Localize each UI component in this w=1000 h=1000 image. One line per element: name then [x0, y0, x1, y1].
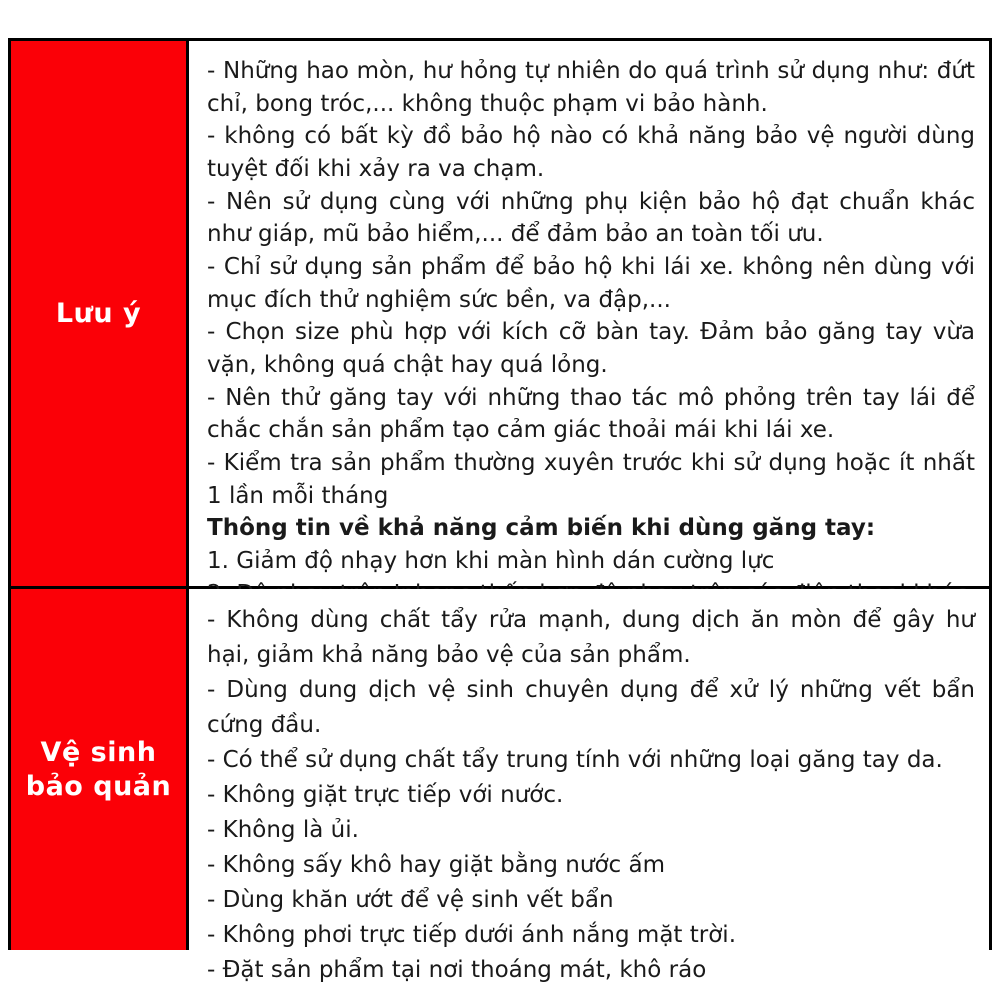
notice-line: - Những hao mòn, hư hỏng tự nhiên do quá trình sử dụng như: đứt chỉ, bong tróc,... không thuộc phạm vi bảo hành.: [207, 58, 975, 117]
notice-line: - không có bất kỳ đồ bảo hộ nào có khả năng bảo vệ người dùng tuyệt đối khi xảy ra va chạm.: [207, 123, 975, 182]
care-line: - Không phơi trực tiếp dưới ánh nắng mặt trời.: [207, 921, 736, 948]
care-line: - Không giặt trực tiếp với nước.: [207, 781, 564, 808]
notice-line: - Nên thử găng tay với những thao tác mô phỏng trên tay lái để chắc chắn sản phẩm tạo cảm giác thoải mái khi lái xe.: [207, 384, 975, 444]
care-line: - Đặt sản phẩm tại nơi thoáng mát, khô ráo: [207, 956, 707, 983]
care-line: - Dùng khăn ướt để vệ sinh vết bẩn: [207, 886, 614, 913]
table-row-notice: [11, 41, 989, 589]
row-content-notice: [189, 41, 989, 586]
notice-line-heading: Thông tin về khả năng cảm biến khi dùng găng tay:: [207, 515, 876, 542]
table-row-care: [11, 589, 989, 983]
notice-line: - Kiểm tra sản phẩm thường xuyên trước khi sử dụng hoặc ít nhất 1 lần mỗi tháng: [207, 449, 975, 509]
care-line: - Không dùng chất tẩy rửa mạnh, dung dịch ăn mòn để gây hư hại, giảm khả năng bảo vệ của sản phẩm.: [207, 607, 975, 668]
row-content-care: [189, 589, 989, 983]
row-label-care-text: Vệ sinh bảo quản: [25, 736, 172, 802]
care-line: - Có thể sử dụng chất tẩy trung tính với những loại găng tay da.: [207, 746, 943, 773]
notice-line: - Chọn size phù hợp với kích cỡ bàn tay. Đảm bảo găng tay vừa vặn, không quá chật hay quá lỏng.: [207, 319, 975, 378]
notice-line: - Nên sử dụng cùng với những phụ kiện bảo hộ đạt chuẩn khác như giáp, mũ bảo hiểm,... để đảm bảo an toàn tối ưu.: [207, 188, 975, 248]
row-label-care: [11, 589, 189, 950]
care-line: - Không là ủi.: [207, 816, 359, 843]
care-line: - Không sấy khô hay giặt bằng nước ấm: [207, 851, 665, 878]
notice-line: - Chỉ sử dụng sản phẩm để bảo hộ khi lái xe. không nên dùng với mục đích thử nghiệm sức bền, va đập,...: [207, 253, 975, 313]
notice-line: 1. Giảm độ nhạy hơn khi màn hình dán cường lực: [207, 547, 775, 574]
row-label-notice-text: Lưu ý: [55, 297, 142, 329]
product-info-table: [8, 38, 992, 983]
care-line: - Dùng dung dịch vệ sinh chuyên dụng để xử lý những vết bẩn cứng đầu.: [207, 676, 975, 738]
row-label-notice: [11, 41, 189, 586]
